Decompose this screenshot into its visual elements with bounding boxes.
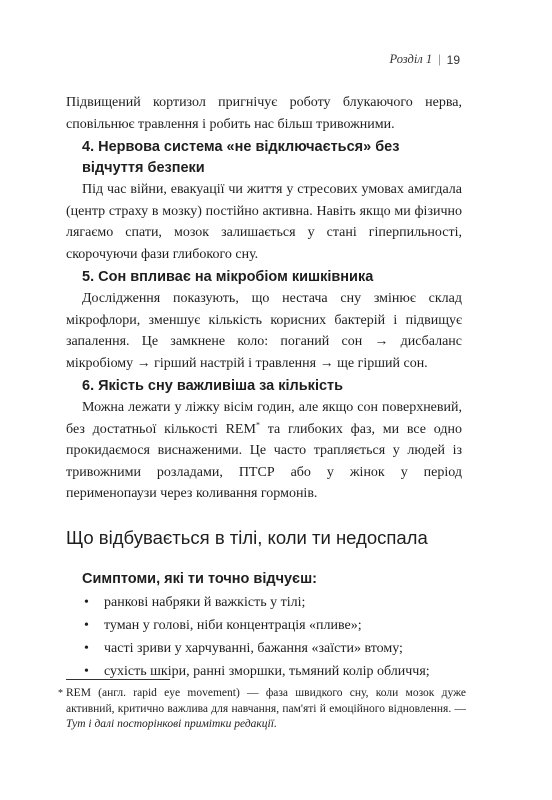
header-separator: | — [438, 52, 441, 66]
section-5-heading: 5. Сон впливає на мікробіом кишківника — [82, 269, 374, 285]
bullet-icon: • — [84, 594, 89, 610]
list-item-text: туман у голові, ніби концентрація «пливе»; — [104, 617, 362, 633]
symptoms-list — [66, 591, 462, 683]
chapter-label: Розділ 1 — [389, 52, 433, 66]
section-subtitle: Що відбувається в тілі, коли ти недоспала — [66, 526, 428, 548]
symptoms-heading: Симптоми, які ти точно відчуєш: — [82, 570, 317, 587]
footnote-divider — [66, 679, 170, 680]
bullet-icon: • — [84, 640, 89, 656]
page-content — [66, 92, 462, 683]
bullet-icon: • — [84, 617, 89, 633]
page-number: 19 — [446, 52, 460, 67]
section-6-heading: 6. Якість сну важливіша за кількість — [82, 378, 344, 394]
list-item-text: ранкові набряки й важкість у тілі; — [104, 594, 306, 610]
section-5-text: Дослідження показують, що нестача сну змінює склад мікрофлори, зменшує кількість корисних бактерій і підвищує запалення. Це замкнене коло: поганий сон → дисбаланс мікробіому → гірший настрій і травлення → ще гірший сон. — [66, 291, 462, 371]
running-header — [390, 52, 460, 67]
footnote — [58, 686, 466, 733]
intro-paragraph: Підвищений кортизол пригнічує роботу блукаючого нерва, сповільнює травлення і робить нас більш тривожними. — [66, 95, 462, 132]
section-6-text — [66, 397, 462, 505]
list-item-text: часті зриви у харчуванні, бажання «заїсти» втому; — [104, 640, 403, 656]
list-item — [82, 614, 462, 637]
footnote-reference[interactable]: * — [255, 419, 260, 429]
list-item — [82, 637, 462, 660]
section-6-text-part1: Можна лежати у ліжку вісім годин, але якщо сон поверхневий, без достатньої кількості REM — [66, 400, 462, 437]
footnote-text: REM (англ. rapid eye movement) — фаза швидкого сну, коли мозок дуже активний, критично важлива для навчання, пам'яті й емоційного відновлення. — — [66, 687, 466, 715]
section-4-text: Під час війни, евакуації чи життя у стресових умовах амигдала (центр страху в мозку) постійно активна. Навіть якщо ми фізично лягаємо спати, мозок залишається у стані гіперпильності, скорочуючи фази глибокого сну. — [66, 182, 462, 262]
section-6-text-part2: та глибоких фаз, ми все одно прокидаємося виснаженими. Це часто трапляється у людей із тривожними розладами, ПТСР або у жінок у період перименопаузи через коливання гормонів. — [66, 421, 462, 501]
editor-note: Тут і далі посторінкові примітки редакції. — [66, 718, 277, 730]
section-4-heading: 4. Нервова система «не відключається» без відчуття безпеки — [82, 139, 400, 176]
list-item-text: сухість шкіри, ранні зморшки, тьмяний колір обличчя; — [104, 663, 430, 679]
list-item — [82, 591, 462, 614]
footnote-mark: * — [58, 688, 63, 699]
bullet-icon: • — [84, 663, 89, 679]
